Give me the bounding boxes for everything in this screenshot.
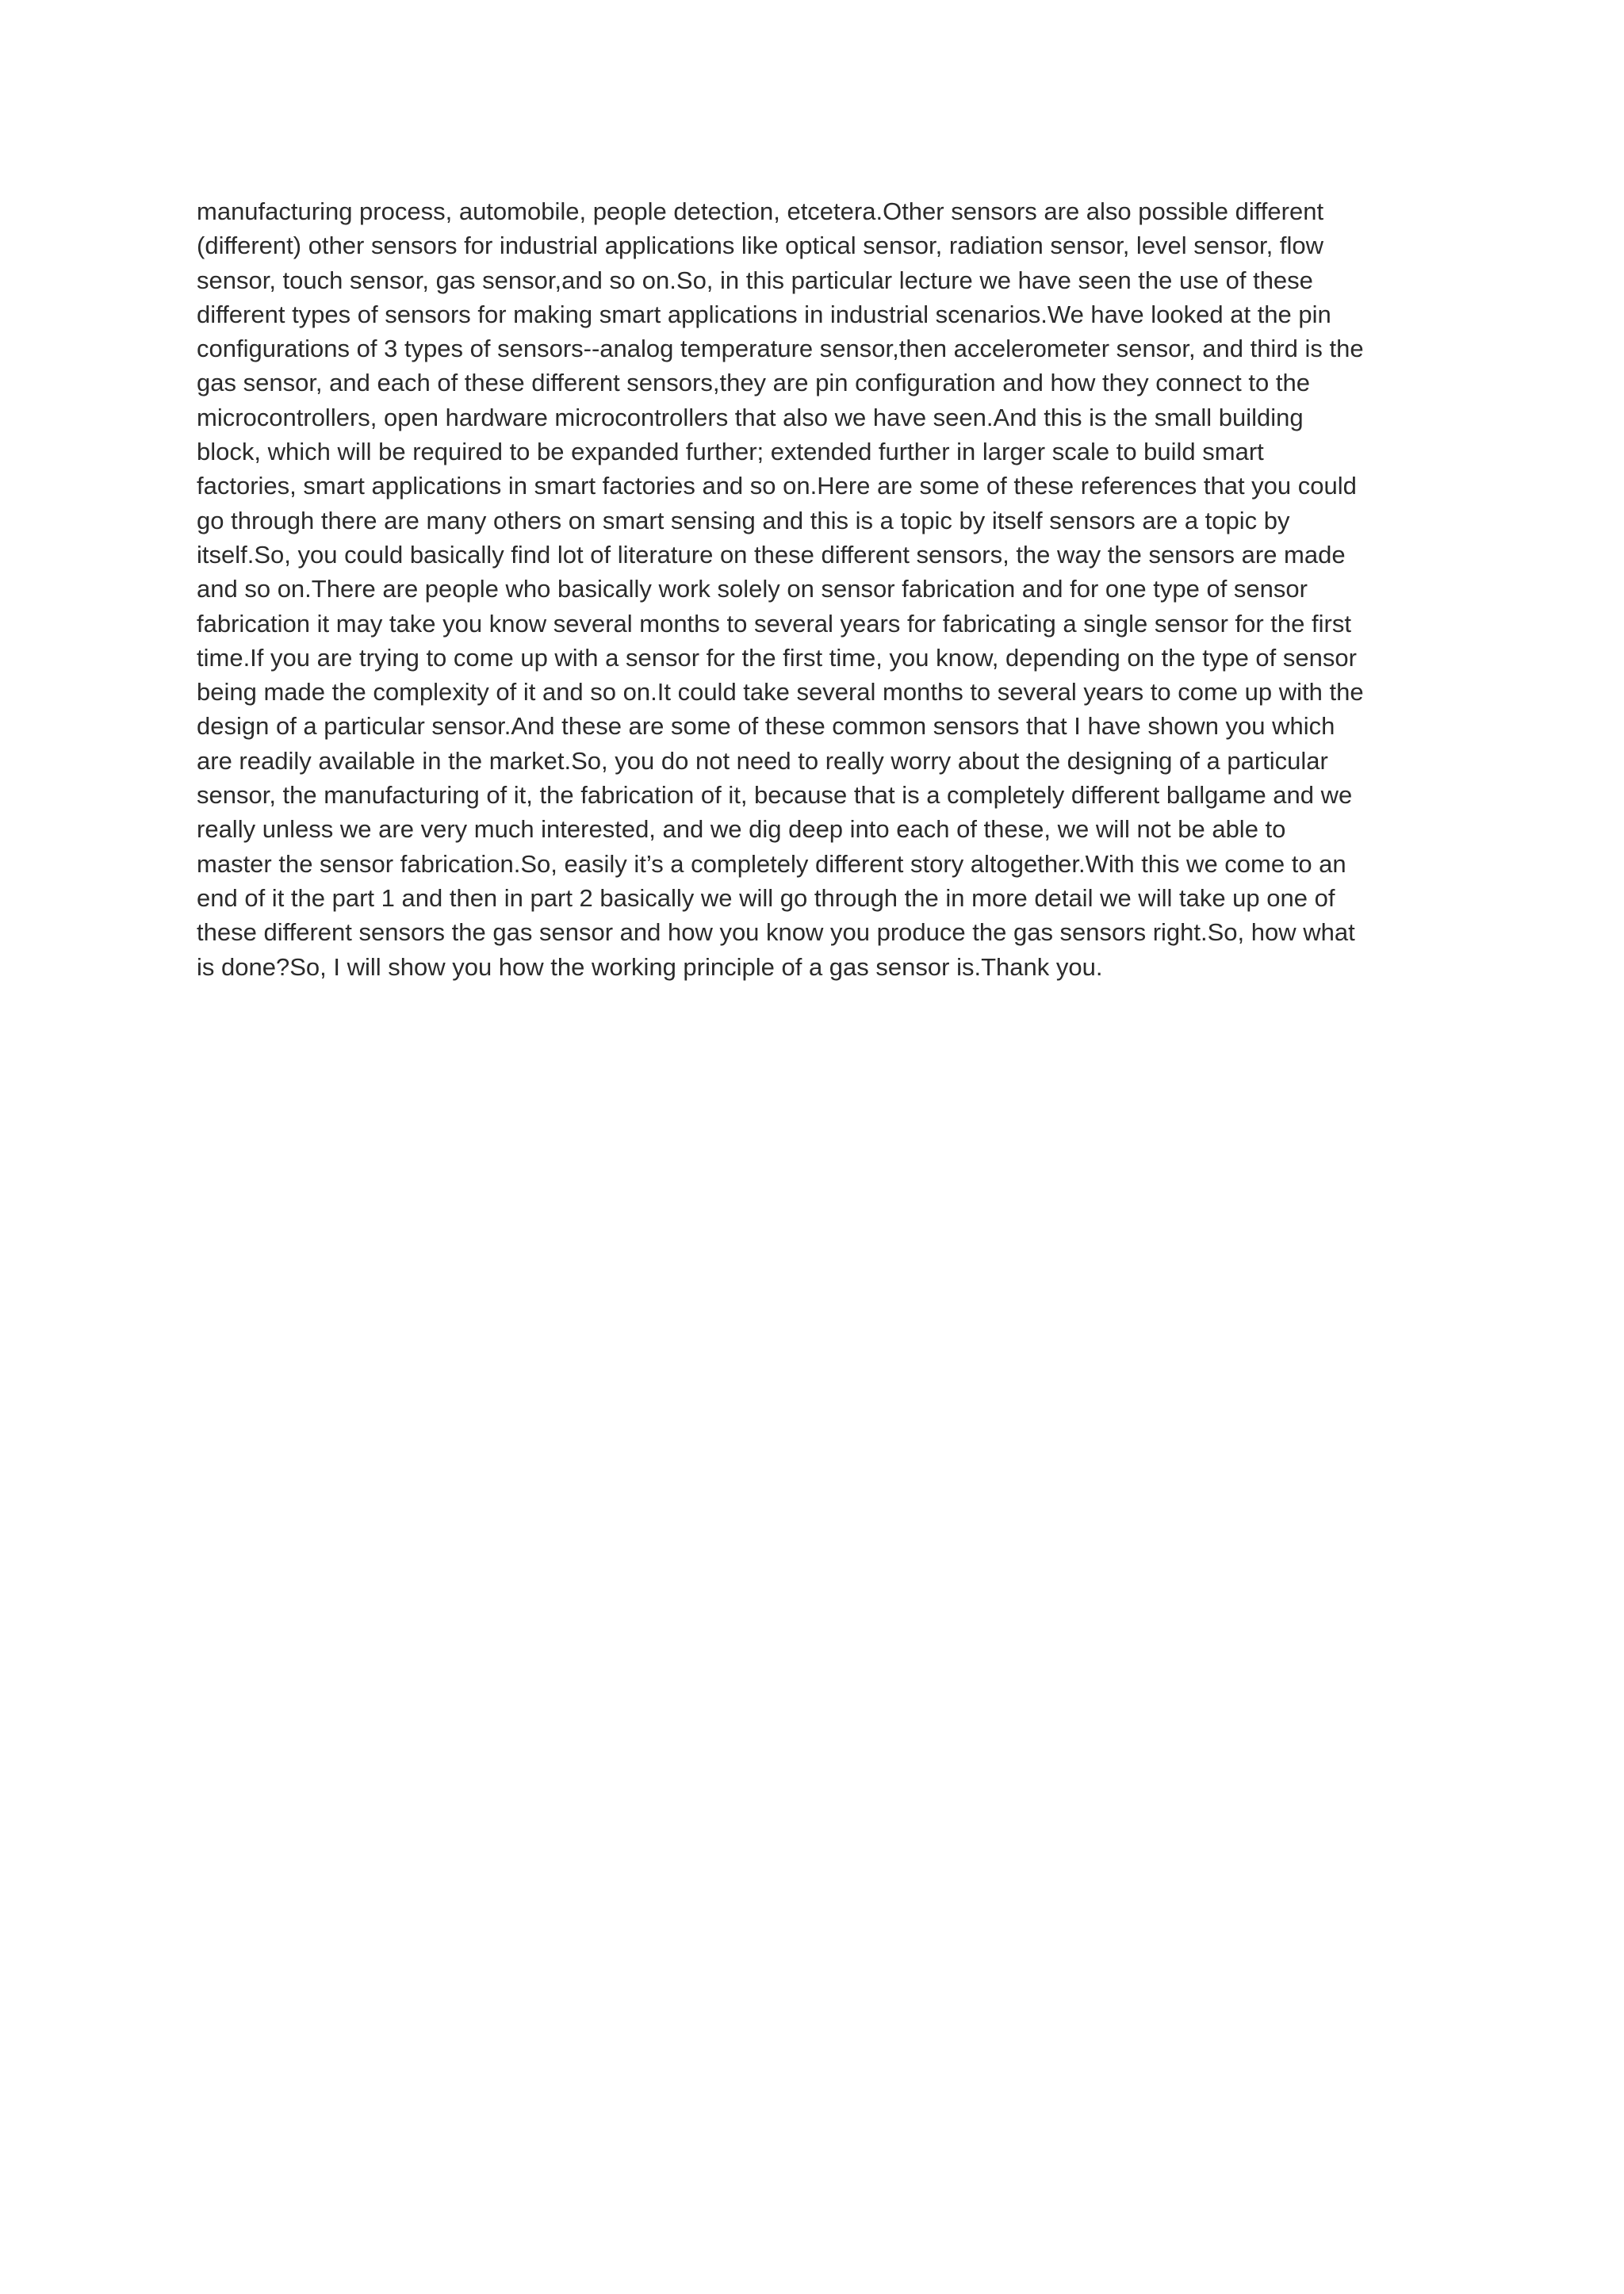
body-paragraph: manufacturing process, automobile, people detection, etcetera.Other sensors are also possible different (different) other sensors for industrial applications like optical sensor, radiation sensor, level sensor, flow sensor, touch sensor, gas sensor,and so on.So, in this particular lecture we have seen the use of these different types of sensors for making smart applications in industrial scenarios.We have looked at the pin configurations of 3 types of sensors--analog temperature sensor,then accelerometer sensor, and third is the gas sensor, and each of these different sensors,they are pin configuration and how they connect to the microcontrollers, open hardware microcontrollers that also we have seen.And this is the small building block, which will be required to be expanded further; extended further in larger scale to build smart factories, smart applications in smart factories and so on.Here are some of these references that you could go through there are many others on smart sensing and this is a topic by itself sensors are a topic by itself.So, you could basically find lot of literature on these different sensors, the way the sensors are made and so on.There are people who basically work solely on sensor fabrication and for one type of sensor fabrication it may take you know several months to several years for fabricating a single sensor for the first time.If you are trying to come up with a sensor for the first time, you know, depending on the type of sensor being made the complexity of it and so on.It could take several months to several years to come up with the design of a particular sensor.And these are some of these common sensors that I have shown you which are readily available in the market.So, you do not need to really worry about the designing of a particular sensor, the manufacturing of it, the fabrication of it, because that is a completely different ballgame and we really unless we are very much interested, and we dig deep into each of these, we will not be able to master the sensor fabrication.So, easily it’s a completely different story altogether.With this we come to an end of it the part 1 and then in part 2 basically we will go through the in more detail we will take up one of these different sensors the gas sensor and how you know you produce the gas sensors right.So, how what is done?So, I will show you how the working principle of a gas sensor is.Thank you. [197,197,1364,981]
